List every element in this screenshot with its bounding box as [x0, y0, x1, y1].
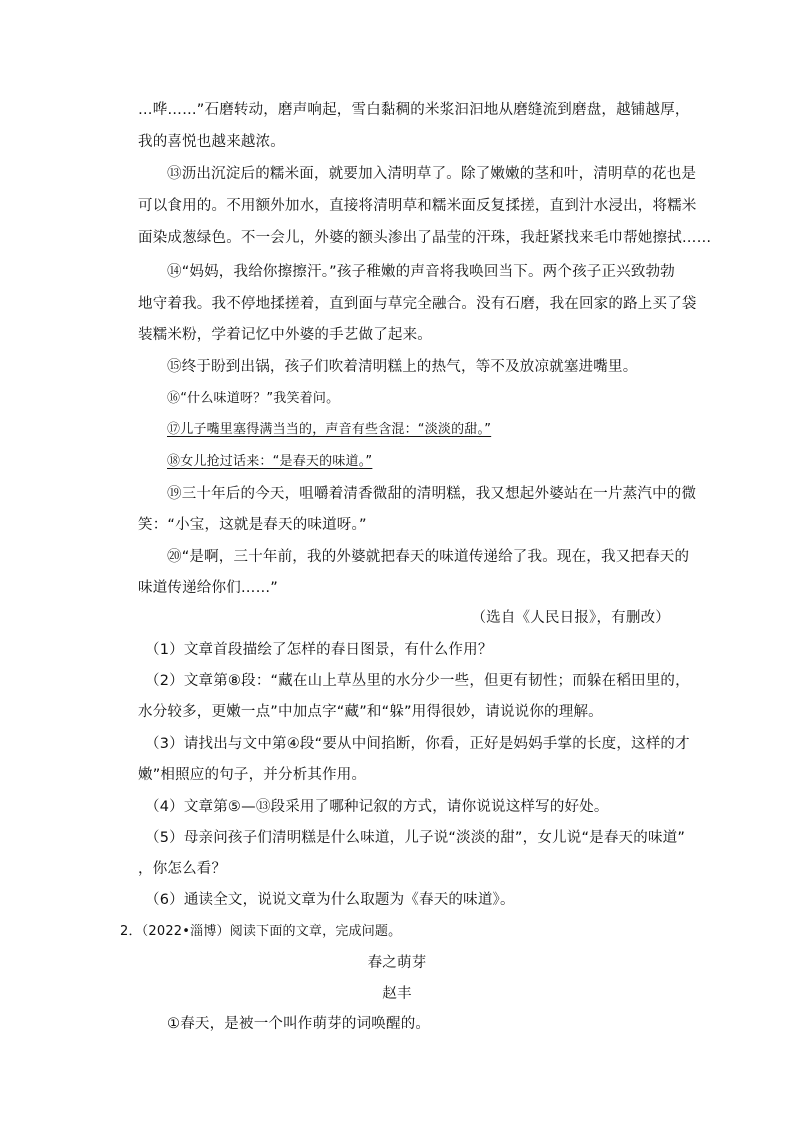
- question-6: （6）通读全文，说说文章为什么取题为《春天的味道》。: [145, 892, 515, 908]
- paragraph-16: ⑯“什么味道呀？”我笑着问。: [167, 391, 340, 406]
- question-1: （1）文章首段描绘了怎样的春日图景，有什么作用？: [145, 642, 493, 658]
- text-line: 装糯米粉，学着记忆中外婆的手艺做了起来。: [138, 327, 432, 343]
- text-line: 味道传递给你们……”: [138, 580, 279, 596]
- paragraph-1: ①春天，是被一个叫作萌芽的词唤醒的。: [167, 1016, 431, 1032]
- text-line: 地守着我。我不停地揉搓着，直到面与草完全融合。没有石磨，我在回家的路上买了袋: [138, 296, 697, 312]
- question-5: （5）母亲问孩子们清明糕是什么味道，儿子说“淡淡的甜”，女儿说“是春天的味道”: [145, 830, 686, 846]
- paragraph-14: ⑭“妈妈，我给你擦擦汗。”孩子稚嫩的声音将我唤回当下。两个孩子正兴致勃勃: [167, 264, 675, 280]
- paragraph-13: ⑬沥出沉淀后的糯米面，就要加入清明草了。除了嫩嫩的茎和叶，清明草的花也是: [167, 166, 697, 182]
- text-line: 可以食用的。不用额外加水，直接将清明草和糯米面反复揉搓，直到汁水浸出，将糯米: [138, 198, 697, 214]
- paragraph-18: ⑱女儿抢过话来：“是春天的味道。”: [167, 454, 373, 469]
- question-4: （4）文章第⑤—⑬段采用了哪种记叙的方式，请你说说这样写的好处。: [145, 799, 609, 815]
- article-title: 春之萌芽: [367, 955, 427, 971]
- text-line: 水分较多，更嫩一点”中加点字“藏”和“躲”用得很妙，请说说你的理解。: [138, 704, 603, 720]
- article-author: 赵丰: [382, 986, 412, 1002]
- question-2: （2）文章第⑧段：“藏在山上草丛里的水分少一些，但更有韧性；而躲在稻田里的，: [145, 673, 690, 689]
- text-line: …哗……”石磨转动，磨声响起，雪白黏稠的米浆汩汩地从磨缝流到磨盘，越铺越厚，: [138, 102, 690, 118]
- text-line: 我的喜悦也越来越浓。: [138, 134, 285, 150]
- text-line: 面染成葱绿色。不一会儿，外婆的额头渗出了晶莹的汗珠，我赶紧找来毛巾帮她擦拭……: [138, 230, 712, 246]
- paragraph-19: ⑲三十年后的今天，咀嚼着清香微甜的清明糕，我又想起外婆站在一片蒸汽中的微: [167, 486, 697, 502]
- paragraph-15: ⑮终于盼到出锅，孩子们吹着清明糕上的热气，等不及放凉就塞进嘴里。: [167, 359, 638, 375]
- text-line: 嫩”相照应的句子，并分析其作用。: [138, 767, 367, 783]
- text-line: 笑：“小宝，这就是春天的味道呀。”: [138, 517, 367, 533]
- paragraph-20: ⑳“是啊，三十年前，我的外婆就把春天的味道传递给了我。现在，我又把春天的: [167, 549, 690, 565]
- paragraph-17: ⑰儿子嘴里塞得满当当的，声音有些含混：“淡淡的甜。”: [167, 422, 492, 437]
- text-line: ，你怎么看？: [138, 861, 227, 877]
- source-note: （选自《人民日报》，有删改）: [471, 610, 670, 626]
- item-heading: 2．（2022•淄博）阅读下面的文章，完成问题。: [120, 924, 402, 939]
- question-3: （3）请找出与文中第④段“要从中间掐断，你看，正好是妈妈手掌的长度，这样的才: [145, 736, 690, 752]
